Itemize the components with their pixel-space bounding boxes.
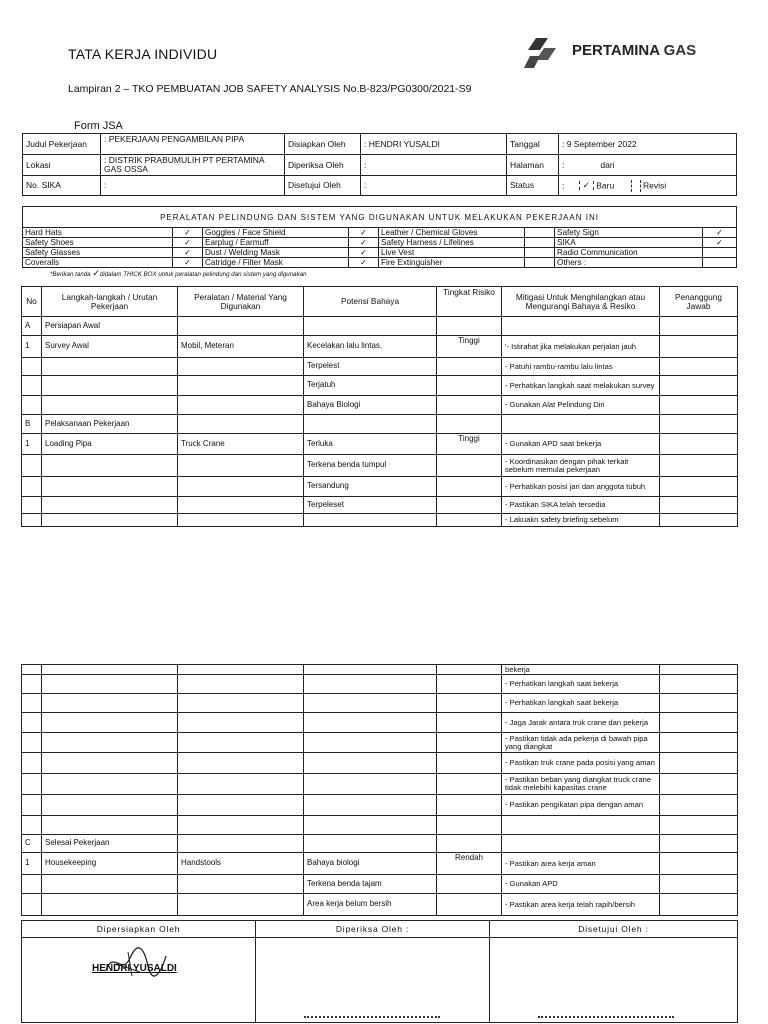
tanggal-value: : 9 September 2022 xyxy=(559,134,737,155)
ppe-checkbox[interactable]: ✓ xyxy=(703,238,737,248)
table-row xyxy=(22,434,738,455)
row-risk xyxy=(437,396,502,415)
row-step xyxy=(42,795,178,816)
ppe-label: Earplug / Earmuff xyxy=(203,238,349,248)
ppe-checkbox[interactable]: ✓ xyxy=(349,248,379,258)
row-step xyxy=(42,514,178,527)
row-pic xyxy=(660,733,738,753)
ppe-checkbox[interactable]: ✓ xyxy=(173,258,203,268)
row-pic xyxy=(660,336,738,358)
ppe-checkbox[interactable] xyxy=(525,238,555,248)
row-equipment xyxy=(178,774,304,795)
row-equipment xyxy=(178,816,304,835)
row-mitigation: - Pastikan SIKA telah tersedia xyxy=(502,497,660,514)
table-row xyxy=(22,376,738,396)
ppe-checkbox[interactable]: ✓ xyxy=(349,238,379,248)
row-mitigation: - Perhatikan langkah saat melakukan survey xyxy=(502,376,660,396)
ppe-checkbox[interactable]: ✓ xyxy=(173,248,203,258)
table-row xyxy=(22,753,738,774)
table-row xyxy=(22,497,738,514)
row-equipment xyxy=(178,875,304,894)
table-row xyxy=(22,336,738,358)
col-header: Langkah-langkah / Urutan Pekerjaan xyxy=(42,287,178,317)
row-no: C xyxy=(22,835,42,853)
judul-label: Judul Pekerjaan xyxy=(23,134,101,155)
lokasi-label: Lokasi xyxy=(23,155,101,176)
col-header: Potensi Bahaya xyxy=(304,287,437,317)
jsa-table xyxy=(21,286,738,527)
ppe-checkbox[interactable] xyxy=(525,228,555,238)
row-mitigation: - Pastikan area kerja telah rapih/bersih xyxy=(502,894,660,916)
signature-table xyxy=(21,920,738,1023)
halaman-value: : dari xyxy=(559,155,737,176)
row-mitigation: - Gunakan Alat Pelindung Diri xyxy=(502,396,660,415)
row-no xyxy=(22,816,42,835)
row-pic xyxy=(660,514,738,527)
row-hazard xyxy=(304,835,437,853)
document-title: TATA KERJA INDIVIDU xyxy=(68,46,218,62)
row-pic xyxy=(660,894,738,916)
ppe-label: Leather / Chemical Gloves xyxy=(379,228,525,238)
row-mitigation: - Jaga Jarak antara truk crane dan pekerja xyxy=(502,713,660,733)
table-row xyxy=(22,774,738,795)
ppe-label: Safety Glasses xyxy=(23,248,173,258)
approved-label: Disetujui Oleh : xyxy=(490,921,738,938)
disetujui-value: : xyxy=(361,176,507,196)
ppe-table xyxy=(22,206,737,268)
row-equipment xyxy=(178,753,304,774)
ppe-checkbox[interactable] xyxy=(525,248,555,258)
row-equipment xyxy=(178,835,304,853)
row-risk: Rendah xyxy=(437,853,502,875)
row-risk xyxy=(437,894,502,916)
table-row xyxy=(22,795,738,816)
row-equipment xyxy=(178,396,304,415)
row-mitigation: - Lakuakn safety briefing sebelum xyxy=(502,514,660,527)
prepared-signature-box xyxy=(22,938,256,1023)
row-no xyxy=(22,894,42,916)
table-row xyxy=(22,875,738,894)
disetujui-label: Disetujui Oleh xyxy=(285,176,361,196)
row-hazard: Terkena benda tajam xyxy=(304,875,437,894)
ppe-label: Safety Shoes xyxy=(23,238,173,248)
table-row xyxy=(22,477,738,497)
row-no: 1 xyxy=(22,434,42,455)
row-mitigation: - Perhatikan langkah saat bekerja xyxy=(502,694,660,713)
row-no xyxy=(22,376,42,396)
row-mitigation: - Pastikan truk crane pada posisi yang aman xyxy=(502,753,660,774)
row-equipment xyxy=(178,477,304,497)
ppe-label: Safety Sign xyxy=(555,228,703,238)
row-pic xyxy=(660,415,738,434)
row-step xyxy=(42,497,178,514)
col-header: Mitigasi Untuk Menghilangkan atau Mengurangi Bahaya & Resiko xyxy=(502,287,660,317)
ppe-label: SIKA xyxy=(555,238,703,248)
ppe-label: Hard Hats xyxy=(23,228,173,238)
disiapkan-value: : HENDRI YUSALDI xyxy=(361,134,507,155)
table-row xyxy=(22,396,738,415)
row-risk xyxy=(437,665,502,675)
sika-value: : xyxy=(101,176,285,196)
row-step xyxy=(42,376,178,396)
row-step xyxy=(42,358,178,376)
row-mitigation xyxy=(502,317,660,336)
row-mitigation xyxy=(502,835,660,853)
table-row xyxy=(22,455,738,477)
row-step: Loading Pipa xyxy=(42,434,178,455)
table-row xyxy=(22,816,738,835)
row-pic xyxy=(660,317,738,336)
row-step xyxy=(42,733,178,753)
row-equipment: Handstools xyxy=(178,853,304,875)
row-step xyxy=(42,675,178,694)
row-step xyxy=(42,477,178,497)
ppe-label: Others : xyxy=(555,258,703,268)
row-mitigation: - Pastikan tidak ada pekerja di bawah pipa yang diangkat xyxy=(502,733,660,753)
row-hazard xyxy=(304,665,437,675)
row-pic xyxy=(660,675,738,694)
row-no xyxy=(22,455,42,477)
ppe-label: Coveralls xyxy=(23,258,173,268)
halaman-label: Halaman xyxy=(507,155,559,176)
row-risk xyxy=(437,358,502,376)
row-equipment xyxy=(178,455,304,477)
row-step xyxy=(42,753,178,774)
col-header: Tingkat Risiko xyxy=(437,287,502,317)
row-hazard xyxy=(304,415,437,434)
row-mitigation: - Pastikan area kerja aman xyxy=(502,853,660,875)
row-mitigation: - Pastikan pengikatan pipa dengan aman xyxy=(502,795,660,816)
row-mitigation: - Koordinasikan dengan pihak terkait sebelum memulai pekerjaan xyxy=(502,455,660,477)
table-row xyxy=(22,853,738,875)
ppe-label: Dust / Welding Mask xyxy=(203,248,349,258)
ppe-checkbox[interactable] xyxy=(703,258,737,268)
row-step xyxy=(42,455,178,477)
row-step: Survey Awal xyxy=(42,336,178,358)
col-header: Penanggung Jawab xyxy=(660,287,738,317)
jsa-table-continued xyxy=(21,664,738,916)
row-risk xyxy=(437,816,502,835)
row-equipment xyxy=(178,894,304,916)
ppe-label: Safety Harness / Lifelines xyxy=(379,238,525,248)
row-step xyxy=(42,875,178,894)
row-mitigation: - Gunakan APD saat bekerja xyxy=(502,434,660,455)
row-step: Selesai Pekerjaan xyxy=(42,835,178,853)
table-row xyxy=(22,694,738,713)
row-pic xyxy=(660,875,738,894)
row-step: Housekeeping xyxy=(42,853,178,875)
table-row xyxy=(22,835,738,853)
row-pic xyxy=(660,477,738,497)
approved-signature-box xyxy=(490,938,738,1023)
row-no xyxy=(22,795,42,816)
row-equipment xyxy=(178,376,304,396)
row-pic xyxy=(660,455,738,477)
row-hazard xyxy=(304,317,437,336)
row-mitigation xyxy=(502,816,660,835)
ppe-title: PERALATAN PELINDUNG DAN SISTEM YANG DIGUNAKAN UNTUK MELAKUKAN PEKERJAAN INI xyxy=(23,207,737,228)
row-hazard xyxy=(304,514,437,527)
row-step: Persiapan Awal xyxy=(42,317,178,336)
status-revisi-label: Revisi xyxy=(642,179,667,190)
row-hazard xyxy=(304,753,437,774)
row-mitigation: bekerja xyxy=(502,665,660,675)
row-step xyxy=(42,396,178,415)
row-no xyxy=(22,396,42,415)
form-label: Form JSA xyxy=(74,120,123,132)
row-hazard xyxy=(304,733,437,753)
row-hazard: Tersandung xyxy=(304,477,437,497)
table-row xyxy=(22,358,738,376)
ppe-checkbox[interactable] xyxy=(525,258,555,268)
ppe-checkbox[interactable]: ✓ xyxy=(703,228,737,238)
row-no: 1 xyxy=(22,853,42,875)
prepared-label: Dipersiapkan Oleh xyxy=(22,921,256,938)
row-risk xyxy=(437,733,502,753)
row-no: B xyxy=(22,415,42,434)
row-risk xyxy=(437,795,502,816)
ppe-label: Fire Extinguisher xyxy=(379,258,525,268)
ppe-checkbox[interactable]: ✓ xyxy=(173,238,203,248)
row-mitigation: - Perhatikan langkah saat bekerja xyxy=(502,675,660,694)
row-no xyxy=(22,875,42,894)
row-pic xyxy=(660,497,738,514)
row-risk: Tinggi xyxy=(437,434,502,455)
table-row xyxy=(22,675,738,694)
row-no xyxy=(22,497,42,514)
table-row xyxy=(22,894,738,916)
table-row xyxy=(22,713,738,733)
ppe-checkbox[interactable]: ✓ xyxy=(173,228,203,238)
row-risk xyxy=(437,835,502,853)
row-pic xyxy=(660,816,738,835)
row-hazard: Terpeleset xyxy=(304,497,437,514)
row-equipment xyxy=(178,733,304,753)
row-no xyxy=(22,713,42,733)
pertamina-gas-logo xyxy=(522,36,697,66)
row-pic xyxy=(660,694,738,713)
row-equipment xyxy=(178,713,304,733)
check-icon: ✓ xyxy=(92,268,100,278)
row-equipment xyxy=(178,795,304,816)
row-pic xyxy=(660,376,738,396)
row-hazard: Bahaya biologi xyxy=(304,853,437,875)
row-equipment xyxy=(178,358,304,376)
row-no xyxy=(22,358,42,376)
table-row xyxy=(22,733,738,753)
col-header: No xyxy=(22,287,42,317)
table-row xyxy=(22,514,738,527)
disiapkan-label: Disiapkan Oleh xyxy=(285,134,361,155)
ppe-label: Radio Communication xyxy=(555,248,703,258)
row-step xyxy=(42,816,178,835)
row-mitigation: - Patuhi rambu-rambu lalu lintas xyxy=(502,358,660,376)
row-hazard: Kecelakan lalu lintas, xyxy=(304,336,437,358)
row-pic xyxy=(660,753,738,774)
row-mitigation xyxy=(502,415,660,434)
table-row xyxy=(22,665,738,675)
row-hazard xyxy=(304,694,437,713)
row-risk xyxy=(437,753,502,774)
ppe-checkbox[interactable]: ✓ xyxy=(349,258,379,268)
row-no: A xyxy=(22,317,42,336)
row-equipment xyxy=(178,317,304,336)
row-equipment xyxy=(178,415,304,434)
row-pic xyxy=(660,853,738,875)
lokasi-value: : DISTRIK PRABUMULIH PT PERTAMINA GAS OSSA xyxy=(101,155,285,176)
info-table xyxy=(22,133,737,196)
row-hazard xyxy=(304,816,437,835)
row-no xyxy=(22,753,42,774)
row-equipment: Mobil, Meteran xyxy=(178,336,304,358)
row-hazard: Terjatuh xyxy=(304,376,437,396)
row-equipment xyxy=(178,514,304,527)
row-risk: Tinggi xyxy=(437,336,502,358)
row-equipment xyxy=(178,694,304,713)
row-no xyxy=(22,675,42,694)
checked-signature-box xyxy=(256,938,490,1023)
pertamina-logo-icon xyxy=(522,36,568,70)
col-header: Peralatan / Material Yang Digunakan xyxy=(178,287,304,317)
checked-label: Diperiksa Oleh : xyxy=(256,921,490,938)
row-mitigation: '- Istirahat jika melakukan perjalan jauh xyxy=(502,336,660,358)
row-pic xyxy=(660,713,738,733)
row-risk xyxy=(437,675,502,694)
ppe-note: *Berikan tanda ✓didalam THICK BOX untuk peralatan pelindung dan sistem yang digunakan xyxy=(50,268,307,278)
row-risk xyxy=(437,455,502,477)
row-hazard: Terluka xyxy=(304,434,437,455)
row-no xyxy=(22,477,42,497)
sika-label: No. SIKA xyxy=(23,176,101,196)
row-mitigation: - Pastikan beban yang diangkat truck crane tidak melebihi kapasitas crane xyxy=(502,774,660,795)
row-pic xyxy=(660,396,738,415)
status-value: : ✓ Baru Revisi xyxy=(559,176,737,196)
row-step xyxy=(42,894,178,916)
row-pic xyxy=(660,434,738,455)
ppe-label: Catridge / Filter Mask xyxy=(203,258,349,268)
row-hazard xyxy=(304,795,437,816)
row-risk xyxy=(437,317,502,336)
row-no xyxy=(22,665,42,675)
status-baru-checkbox[interactable]: ✓ xyxy=(579,181,594,190)
signature-line xyxy=(304,1016,440,1018)
row-risk xyxy=(437,774,502,795)
row-no xyxy=(22,694,42,713)
diperiksa-value: : xyxy=(361,155,507,176)
row-hazard: Terpelest xyxy=(304,358,437,376)
logo-text: PERTAMINA GAS xyxy=(572,42,697,59)
row-pic xyxy=(660,665,738,675)
row-hazard: Terkena benda tumpul xyxy=(304,455,437,477)
row-pic xyxy=(660,795,738,816)
ppe-label: Live Vest xyxy=(379,248,525,258)
row-hazard xyxy=(304,713,437,733)
judul-value: : PEKERJAAN PENGAMBILAN PIPA xyxy=(101,134,285,155)
row-pic xyxy=(660,774,738,795)
row-pic xyxy=(660,358,738,376)
ppe-checkbox[interactable] xyxy=(703,248,737,258)
table-row xyxy=(22,415,738,434)
row-risk xyxy=(437,415,502,434)
row-hazard: Area kerja belum bersih xyxy=(304,894,437,916)
row-mitigation: - Perhatikan posisi jari dan anggota tubuh xyxy=(502,477,660,497)
status-revisi-checkbox[interactable] xyxy=(631,180,641,192)
row-equipment xyxy=(178,665,304,675)
ppe-label: Goggles / Face Shield xyxy=(203,228,349,238)
ppe-checkbox[interactable]: ✓ xyxy=(349,228,379,238)
row-risk xyxy=(437,713,502,733)
row-equipment: Truck Crane xyxy=(178,434,304,455)
row-risk xyxy=(437,477,502,497)
row-pic xyxy=(660,835,738,853)
signature-line xyxy=(538,1016,674,1018)
row-equipment xyxy=(178,497,304,514)
status-label: Status xyxy=(507,176,559,196)
tanggal-label: Tanggal xyxy=(507,134,559,155)
row-risk xyxy=(437,514,502,527)
row-risk xyxy=(437,497,502,514)
row-hazard xyxy=(304,675,437,694)
row-no: 1 xyxy=(22,336,42,358)
row-risk xyxy=(437,875,502,894)
row-step xyxy=(42,665,178,675)
row-no xyxy=(22,774,42,795)
row-step xyxy=(42,713,178,733)
row-mitigation: - Gunakan APD xyxy=(502,875,660,894)
row-no xyxy=(22,733,42,753)
row-risk xyxy=(437,694,502,713)
row-step xyxy=(42,774,178,795)
row-step xyxy=(42,694,178,713)
status-baru-label: Baru xyxy=(596,179,615,190)
document-subtitle: Lampiran 2 – TKO PEMBUATAN JOB SAFETY ANALYSIS No.B-823/PG0300/2021-S9 xyxy=(68,83,472,95)
row-no xyxy=(22,514,42,527)
row-equipment xyxy=(178,675,304,694)
row-step: Pelaksanaan Pekerjaan xyxy=(42,415,178,434)
table-row xyxy=(22,317,738,336)
prepared-name: HENDRI YUSALDI xyxy=(92,963,177,974)
row-risk xyxy=(437,376,502,396)
row-hazard: Bahaya Biologi xyxy=(304,396,437,415)
row-hazard xyxy=(304,774,437,795)
diperiksa-label: Diperiksa Oleh xyxy=(285,155,361,176)
